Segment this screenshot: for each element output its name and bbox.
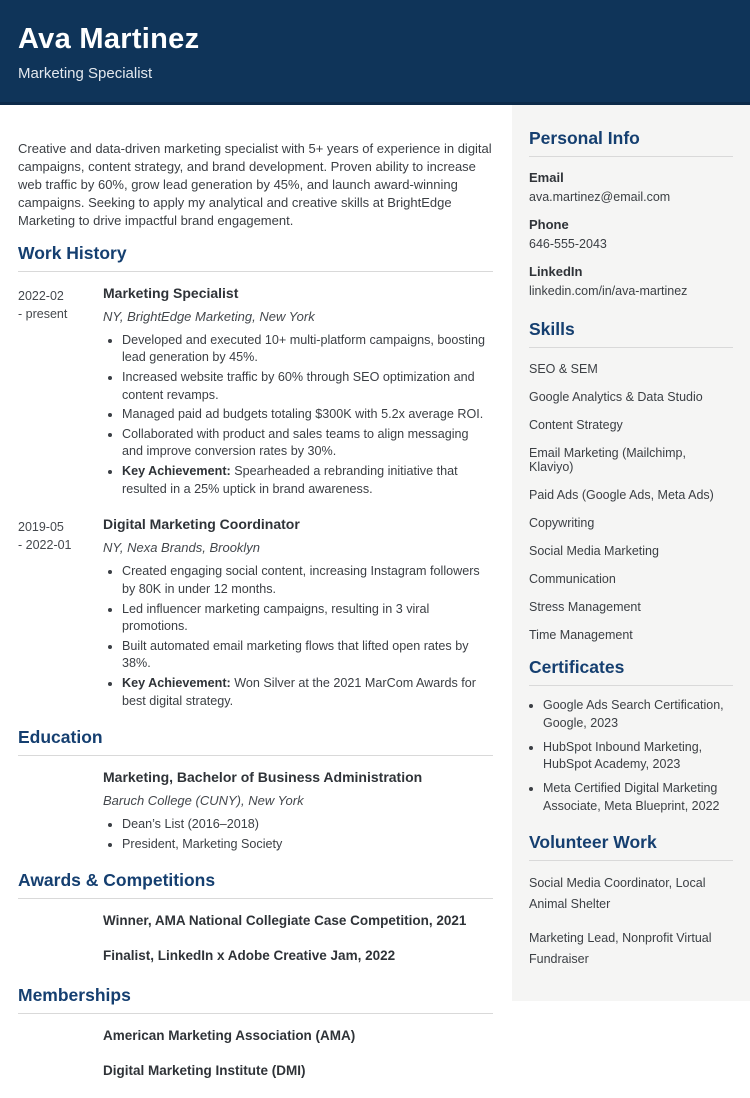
bullet-text: Led influencer marketing campaigns, resulting in 3 viral promotions. bbox=[122, 601, 430, 634]
job-bullet bbox=[122, 601, 493, 636]
job-details bbox=[103, 516, 493, 710]
job-date-range bbox=[18, 285, 103, 499]
bullet-text: Built automated email marketing flows that lifted open rates by 38%. bbox=[122, 638, 469, 671]
bullet-text: Managed paid ad budgets totaling $300K with 5.2x average ROI. bbox=[122, 407, 484, 422]
skill-item: Stress Management bbox=[529, 600, 641, 614]
award-entry bbox=[18, 909, 493, 983]
candidate-name: Ava Martinez bbox=[18, 23, 200, 55]
skill-item: Time Management bbox=[529, 628, 633, 642]
certificate-item: • Google Ads Search Certification, Google, 2023 bbox=[543, 697, 733, 733]
degree-title: Marketing, Bachelor of Business Administration bbox=[103, 769, 423, 786]
job-bullet-key-achievement bbox=[122, 675, 493, 710]
job-bullet-key-achievement bbox=[122, 463, 493, 498]
certificate-list bbox=[529, 697, 733, 816]
education-bullet-list bbox=[103, 816, 493, 853]
award-details bbox=[103, 909, 493, 983]
volunteer-item: Marketing Lead, Nonprofit Virtual Fundraiser bbox=[529, 930, 712, 966]
main-column bbox=[0, 105, 512, 1098]
award-item: Winner, AMA National Collegiate Case Competition, 2021 bbox=[103, 912, 467, 928]
personal-info-field-linkedin bbox=[529, 264, 733, 298]
skill-item: Content Strategy bbox=[529, 418, 623, 432]
job-bullet bbox=[122, 369, 493, 404]
job-entry bbox=[18, 516, 493, 710]
award-item: Finalist, LinkedIn x Adobe Creative Jam, 2022 bbox=[103, 947, 396, 963]
section-heading-skills: Skills bbox=[529, 319, 733, 348]
bullet-lead: Key Achievement: bbox=[122, 676, 231, 691]
personal-info-field-email bbox=[529, 170, 733, 204]
job-date-start: 2019-05 bbox=[18, 520, 64, 535]
education-details bbox=[103, 769, 493, 853]
job-bullet bbox=[122, 426, 493, 461]
membership-details bbox=[103, 1024, 493, 1098]
professional-summary: Creative and data-driven marketing specialist with 5+ years of experience in digital campaigns, content strategy, and brand development. Proven ability to increase web traffic by 60%, grow lead generation by 45%, and launch award-winning campaigns. Seeking to apply my analytical and creative skills at BrightEdge Marketing to drive impactful brand engagement. bbox=[18, 141, 492, 228]
membership-entry bbox=[18, 1024, 493, 1098]
job-entry bbox=[18, 285, 493, 499]
job-date-end: - 2022-01 bbox=[18, 538, 72, 553]
field-label: LinkedIn bbox=[529, 264, 583, 279]
job-date-end: - present bbox=[18, 306, 68, 321]
education-bullet: • President, Marketing Society bbox=[122, 836, 493, 854]
membership-item: Digital Marketing Institute (DMI) bbox=[103, 1062, 306, 1078]
job-company: NY, BrightEdge Marketing, New York bbox=[103, 308, 315, 324]
bullet-lead: Key Achievement: bbox=[122, 464, 231, 479]
job-bullet-list bbox=[103, 563, 493, 710]
job-bullet bbox=[122, 638, 493, 673]
section-heading-personal-info: Personal Info bbox=[529, 128, 733, 157]
section-heading-memberships: Memberships bbox=[18, 985, 493, 1014]
bullet-text: Developed and executed 10+ multi-platform campaigns, boosting lead generation by 45%. bbox=[122, 332, 485, 365]
candidate-job-title: Marketing Specialist bbox=[18, 65, 153, 83]
job-title: Digital Marketing Coordinator bbox=[103, 516, 300, 533]
skill-item: Email Marketing (Mailchimp, Klaviyo) bbox=[529, 446, 686, 474]
skill-item: Paid Ads (Google Ads, Meta Ads) bbox=[529, 488, 714, 502]
education-bullet: • Dean’s List (2016–2018) bbox=[122, 816, 493, 834]
bullet-text: Collaborated with product and sales teams to align messaging and improve conversion rates by 30%. bbox=[122, 426, 469, 459]
date-column-spacer bbox=[18, 769, 103, 853]
bullet-text: Increased website traffic by 60% through SEO optimization and content revamps. bbox=[122, 369, 475, 402]
skill-item: Google Analytics & Data Studio bbox=[529, 390, 703, 404]
email-value: ava.martinez@email.com bbox=[529, 190, 671, 204]
field-label: Phone bbox=[529, 217, 569, 232]
phone-value: 646-555-2043 bbox=[529, 237, 607, 251]
sidebar-column bbox=[512, 105, 750, 1001]
job-date-start: 2022-02 bbox=[18, 288, 64, 303]
content-columns bbox=[0, 105, 750, 1098]
field-label: Email bbox=[529, 170, 564, 185]
section-heading-certificates: Certificates bbox=[529, 657, 733, 686]
personal-info-field-phone bbox=[529, 217, 733, 251]
date-column-spacer bbox=[18, 909, 103, 983]
job-details bbox=[103, 285, 493, 499]
job-company: NY, Nexa Brands, Brooklyn bbox=[103, 540, 261, 556]
date-column-spacer bbox=[18, 1024, 103, 1098]
bullet-text: Spearheaded a rebranding initiative that resulted in a 25% uptick in brand awareness. bbox=[122, 464, 458, 496]
section-heading-education: Education bbox=[18, 727, 493, 756]
section-heading-awards: Awards & Competitions bbox=[18, 870, 493, 899]
linkedin-value: linkedin.com/in/ava-martinez bbox=[529, 284, 688, 298]
school-name: Baruch College (CUNY), New York bbox=[103, 793, 304, 809]
job-bullet-list bbox=[103, 332, 493, 499]
section-heading-volunteer: Volunteer Work bbox=[529, 832, 733, 861]
skill-item: Communication bbox=[529, 572, 616, 586]
skill-item: SEO & SEM bbox=[529, 362, 598, 376]
skill-item: Social Media Marketing bbox=[529, 544, 659, 558]
section-heading-work-history: Work History bbox=[18, 243, 493, 272]
bullet-text: Won Silver at the 2021 MarCom Awards for best digital strategy. bbox=[122, 676, 476, 708]
job-bullet bbox=[122, 332, 493, 367]
job-date-range bbox=[18, 516, 103, 710]
skill-item: Copywriting bbox=[529, 516, 595, 530]
job-bullet bbox=[122, 406, 493, 424]
job-bullet bbox=[122, 563, 493, 598]
volunteer-item: Social Media Coordinator, Local Animal Shelter bbox=[529, 875, 706, 911]
header-band bbox=[0, 0, 750, 105]
bullet-text: Created engaging social content, increasing Instagram followers by 80K in under 12 months. bbox=[122, 564, 480, 596]
certificate-item: • HubSpot Inbound Marketing, HubSpot Academy, 2023 bbox=[543, 739, 733, 775]
education-entry bbox=[18, 769, 493, 853]
membership-item: American Marketing Association (AMA) bbox=[103, 1027, 356, 1043]
job-title: Marketing Specialist bbox=[103, 284, 239, 301]
certificate-item: • Meta Certified Digital Marketing Associate, Meta Blueprint, 2022 bbox=[543, 780, 733, 816]
